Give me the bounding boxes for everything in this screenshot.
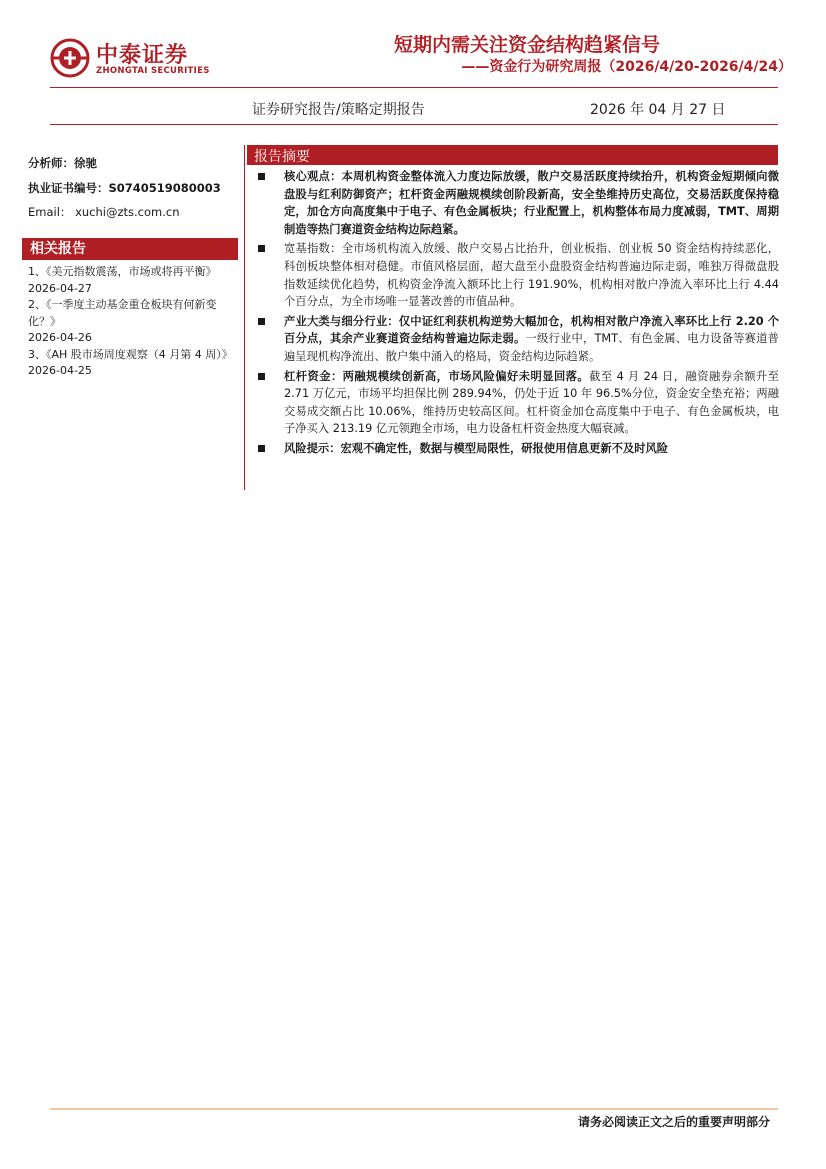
bullet-bold-text: 产业大类与细分行业：仅中证红利获机构逆势大幅加仓，机构相对散户净流入率环比上行 2.20 个百分点，其余产业赛道资金结构普遍边际走弱。 <box>284 314 779 346</box>
cert-line <box>28 180 240 196</box>
summary-heading: 报告摘要 <box>254 149 310 165</box>
logo-name-en: ZHONGTAI SECURITIES <box>96 66 210 76</box>
footer-notice: 请务必阅读正文之后的重要声明部分 <box>577 1115 770 1129</box>
summary-bullet-core-view <box>255 168 779 238</box>
bullet-square-icon <box>258 445 265 452</box>
related-report-title[interactable]: 2、《一季度主动基金重仓板块有何新变化？》 <box>28 298 217 328</box>
email-line <box>28 204 240 220</box>
related-reports-list <box>28 264 240 380</box>
report-category: 证券研究报告/策略定期报告 <box>252 102 425 118</box>
summary-bullet-industry <box>255 313 779 366</box>
bullet-bold-text: 杠杆资金：两融规模续创新高，市场风险偏好未明显回落。 <box>284 369 590 383</box>
bullet-square-icon <box>258 318 265 325</box>
related-report-date: 2026-04-27 <box>28 281 92 295</box>
summary-heading-bar <box>247 145 778 165</box>
bullet-square-icon <box>258 373 265 380</box>
analyst-label: 分析师： <box>28 156 74 170</box>
bullet-text: 截至 4 月 24 日，融资融券余额升至 2.71 万亿元，市场平均担保比例 289.94%，仍处于近 10 年 96.5%分位，资金安全垫充裕；两融交易成交额占比 10.06%，维持历史较高区间。杠杆资金加仓高度集中于电子、有色金属板块，电子净买入 213.19 亿元领跑全市场，电力设备杠杆资金热度大幅衰减。 <box>284 369 779 436</box>
summary-bullet-broad-index <box>255 240 779 310</box>
related-report-title[interactable]: 1、《美元指数震荡，市场或将再平衡》 <box>28 265 217 278</box>
zhongtai-logo-icon <box>50 38 90 78</box>
header-divider <box>50 87 778 88</box>
report-title: 短期内需关注资金结构趋紧信号 <box>393 34 660 56</box>
bullet-bold-text: 风险提示：宏观不确定性，数据与模型局限性，研报使用信息更新不及时风险 <box>284 441 669 455</box>
footer-divider <box>50 1108 778 1110</box>
bullet-square-icon <box>258 173 265 180</box>
summary-bullets <box>255 168 779 460</box>
related-report-date: 2026-04-26 <box>28 331 92 344</box>
related-report-item[interactable] <box>28 347 240 380</box>
report-date: 2026 年 04 月 27 日 <box>590 102 726 118</box>
related-report-item[interactable] <box>28 264 240 297</box>
related-report-date: 2026-04-25 <box>28 364 92 377</box>
bullet-text: 宽基指数：全市场机构流入放缓、散户交易占比抬升，创业板指、创业板 50 资金结构持续恶化，科创板块整体相对稳健。市值风格层面，超大盘至小盘股资金结构普遍边际走弱，唯独万得微盘股指数延续优化趋势，机构资金净流入额环比上行 191.90%，机构相对散户净流入率环比上行 4.44 个百分点，为全市场唯一显著改善的市值品种。 <box>284 242 779 309</box>
cert-label: 执业证书编号： <box>28 181 109 195</box>
related-report-item[interactable] <box>28 297 240 347</box>
header-bottom-divider <box>50 124 778 125</box>
report-subtitle: ——资金行为研究周报（2026/4/20-2026/4/24） <box>461 59 792 75</box>
company-logo <box>50 38 220 80</box>
email-address[interactable]: xuchi@zts.com.cn <box>75 205 180 219</box>
summary-bullet-risk <box>255 440 779 458</box>
email-label: Email： <box>28 205 72 219</box>
bullet-bold-text: 核心观点：本周机构资金整体流入力度边际放缓，散户交易活跃度持续抬升，机构资金短期倾向微盘股与红利防御资产；杠杆资金两融规模续创阶段新高，安全垫维持历史高位，交易活跃度保持稳定，加仓方向高度集中于电子、有色金属板块；行业配置上，机构整体布局力度减弱，TMT、周期制造等热门赛道资金结构边际趋紧。 <box>284 170 779 236</box>
summary-bullet-leverage <box>255 368 779 438</box>
bullet-text: 一级行业中，TMT、有色金属、电力设备等赛道普遍呈现机构净流出、散户集中涌入的格局，资金结构边际趋紧。 <box>284 332 779 363</box>
analyst-name: 徐驰 <box>74 156 97 170</box>
cert-number: S0740519080003 <box>108 181 221 195</box>
related-reports-heading: 相关报告 <box>22 238 238 260</box>
summary-left-rule <box>244 145 245 490</box>
bullet-square-icon <box>258 245 265 252</box>
analyst-line <box>28 155 240 171</box>
logo-name-cn: 中泰证券 <box>96 43 189 68</box>
related-report-title[interactable]: 3、《AH 股市场周度观察（4 月第 4 周）》 <box>28 347 233 361</box>
